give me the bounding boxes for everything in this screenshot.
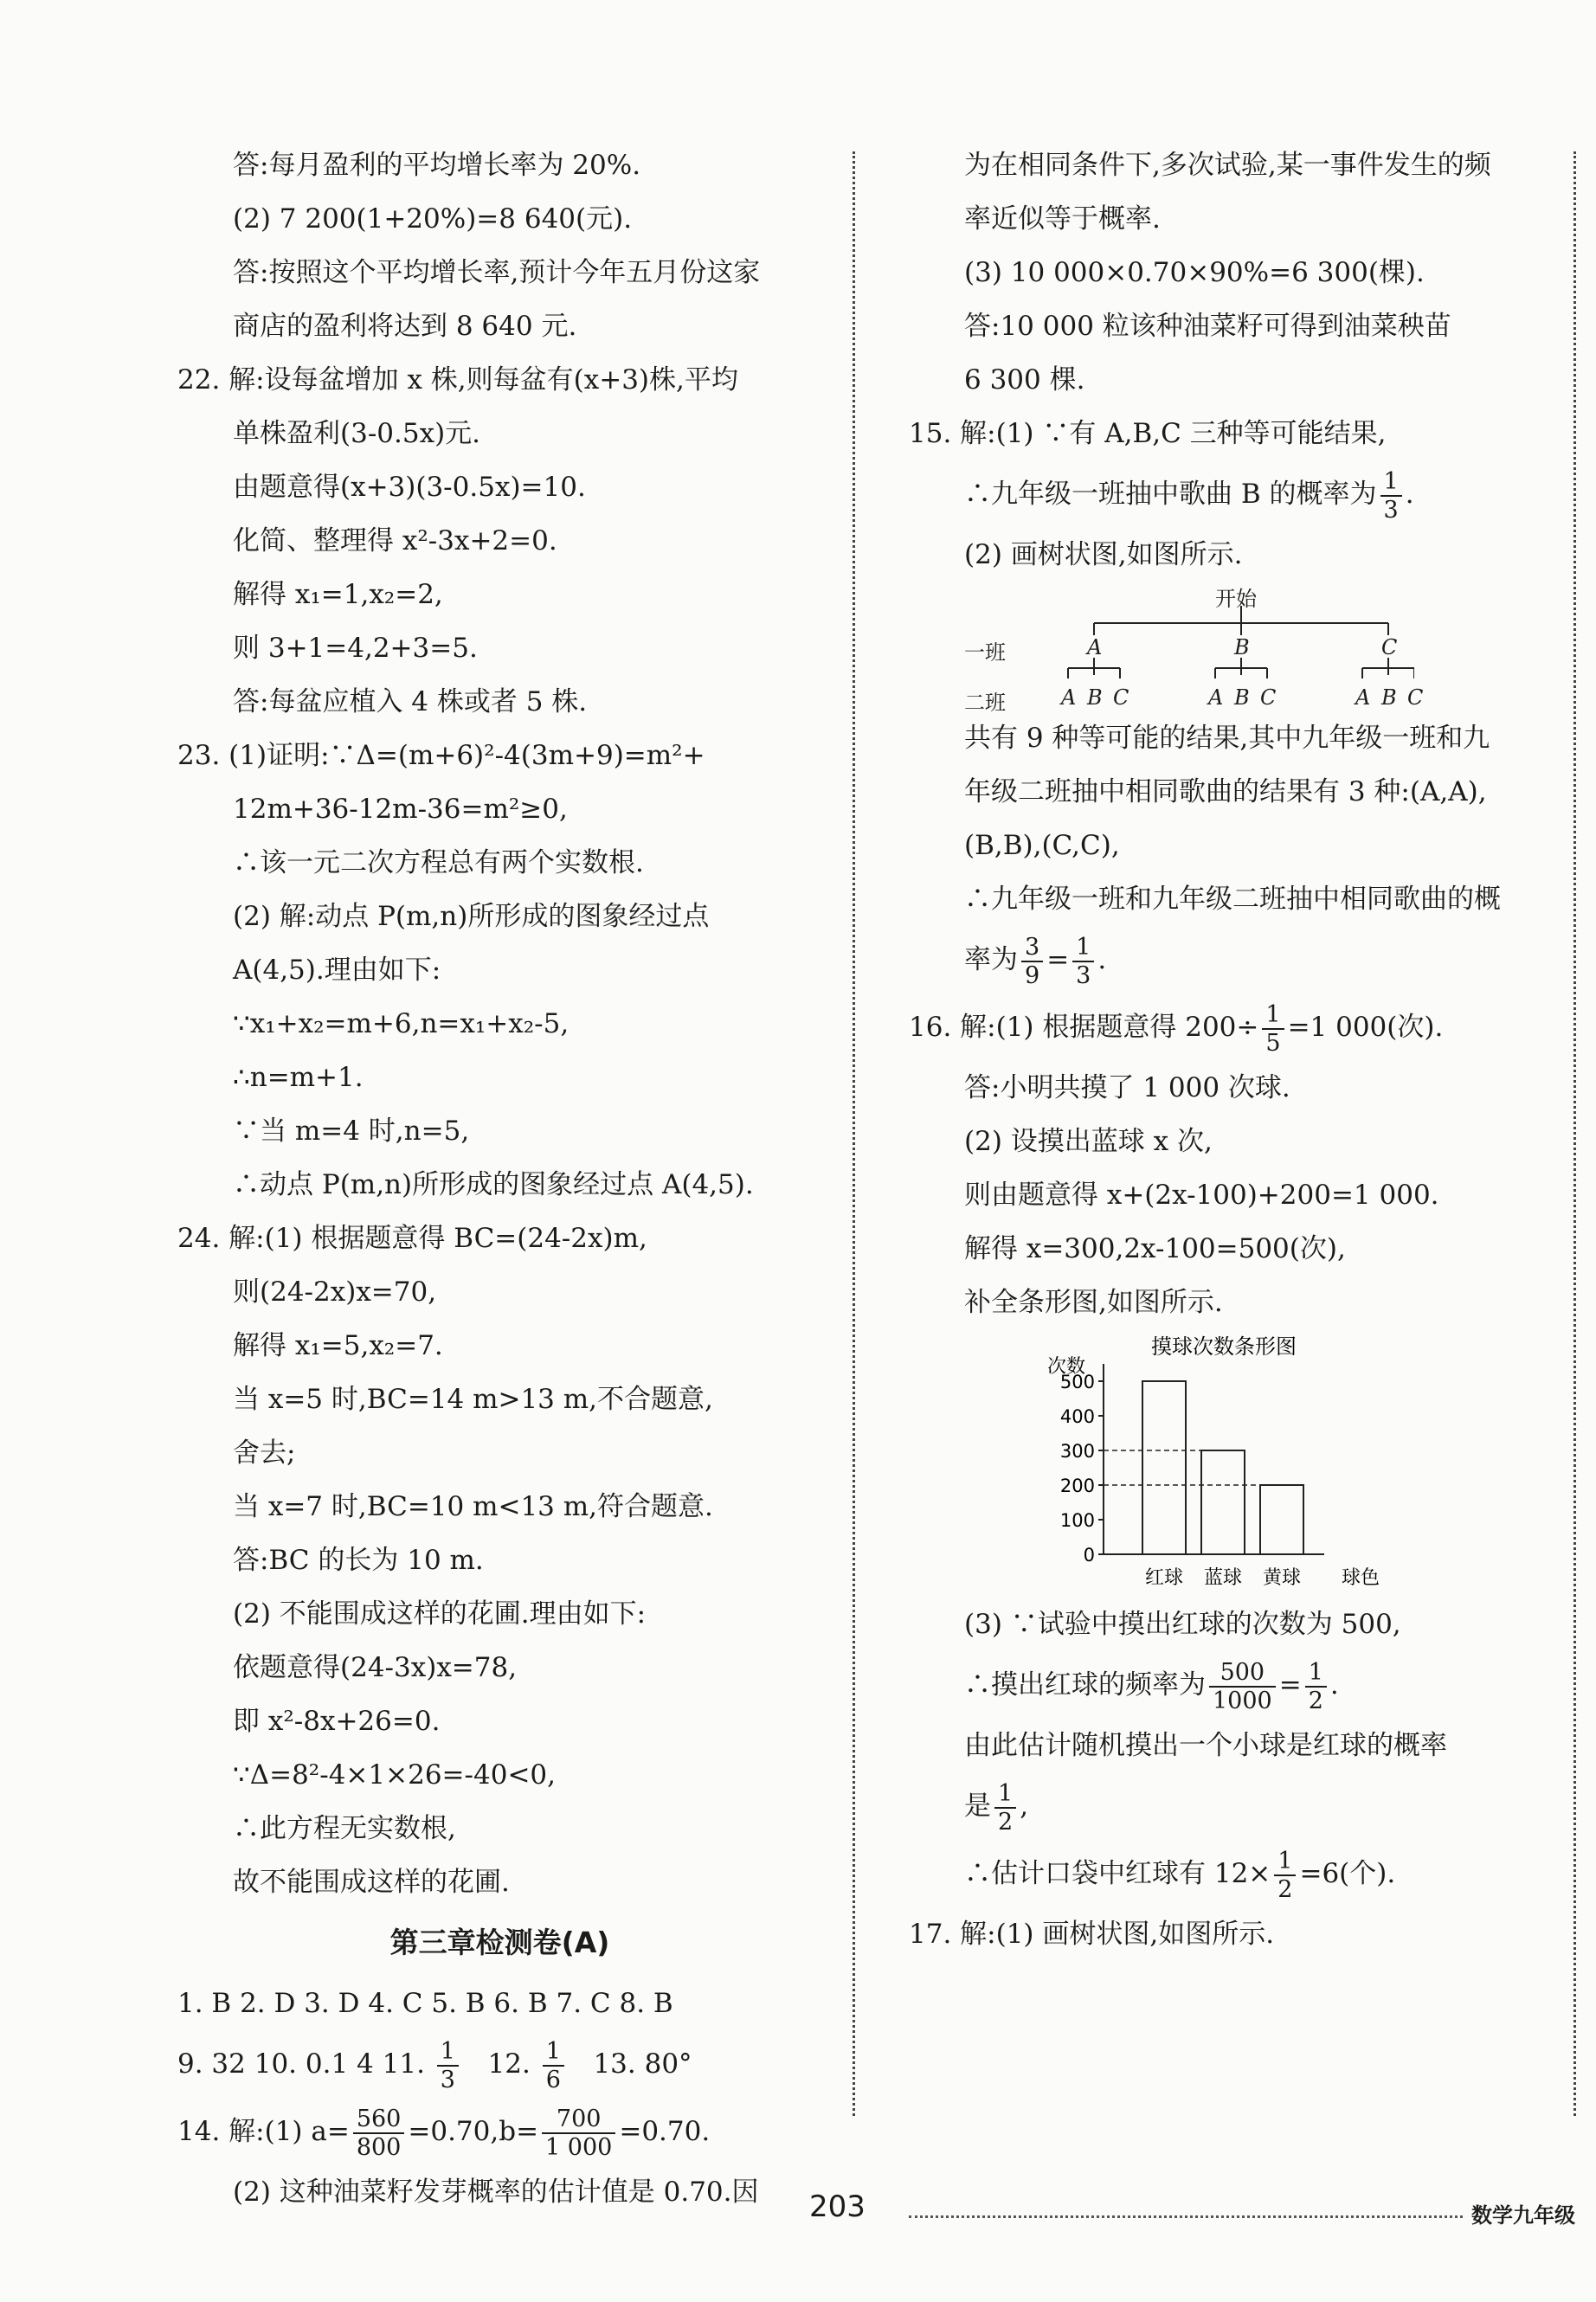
question-14-part-2: (2) 这种油菜籽发芽概率的估计值是 0.70.因: [233, 2177, 759, 2208]
answer-line: ∵x₁+x₂=m+6,n=x₁+x₂-5,: [233, 1008, 570, 1039]
q15-final-text: 率为: [964, 944, 1018, 975]
tree-leaf: C: [1407, 685, 1424, 710]
y-tick-label: 300: [1059, 1441, 1095, 1462]
answer-line: ∴该一元二次方程总有两个实数根.: [233, 847, 644, 878]
answer-line: 化简、整理得 x²-3x+2=0.: [233, 525, 557, 556]
q15-prob-end: .: [1405, 479, 1414, 510]
answer-line: 依题意得(24-3x)x=78,: [233, 1652, 518, 1683]
fraction-denominator: 6: [545, 2066, 561, 2093]
q16-text-end: =1 000(次).: [1287, 1012, 1444, 1043]
fraction-one-third: [437, 2038, 459, 2093]
fraction-denominator: 3: [1383, 496, 1399, 524]
answer-line: 解得 x₁=5,x₂=7.: [233, 1330, 443, 1361]
answer-line: 23. (1)证明:∵Δ=(m+6)²-4(3m+9)=m²+: [177, 740, 705, 771]
fraction-a: [353, 2106, 405, 2161]
y-tick-label: 200: [1059, 1476, 1095, 1496]
fraction-numerator: 3: [1021, 934, 1043, 962]
fraction-numerator: 1: [1262, 1001, 1284, 1030]
fraction-denominator: 1000: [1213, 1687, 1272, 1714]
x-axis-label: 球色: [1342, 1567, 1380, 1589]
answer-line: 故不能围成这样的花圃.: [233, 1867, 510, 1898]
answers-row-2-text-c: 13. 80°: [593, 2048, 692, 2080]
fraction-numerator: 1: [994, 1780, 1016, 1809]
q16-estimate: 由此估计随机摸出一个小球是红球的概率: [964, 1730, 1447, 1761]
q16-is-end: ,: [1020, 1791, 1029, 1822]
answer-line: 答:按照这个平均增长率,预计今年五月份这家: [233, 257, 761, 288]
fraction-numerator: 1: [1305, 1659, 1327, 1688]
left-answer-lines: [177, 138, 822, 1909]
y-tick-label: 100: [1059, 1510, 1095, 1531]
answer-line: (2) 设摸出蓝球 x 次,: [964, 1126, 1213, 1157]
answer-line: ∴n=m+1.: [233, 1062, 364, 1093]
fraction-numerator: 1: [543, 2038, 564, 2067]
answer-line: 15. 解:(1) ∵有 A,B,C 三种等可能结果,: [909, 418, 1387, 449]
q16-is-text: 是: [964, 1791, 991, 1822]
fraction-numerator: 1: [1274, 1848, 1296, 1876]
q15-explanation: [909, 711, 1545, 926]
answer-line: 22. 解:设每盆增加 x 株,则每盆有(x+3)株,平均: [177, 364, 738, 395]
q16-count-end: =6(个).: [1299, 1858, 1396, 1889]
answer-line: (3) 10 000×0.70×90%=6 300(棵).: [964, 257, 1425, 288]
tree-leaf: B: [1087, 685, 1103, 710]
equals-sign: =: [1046, 944, 1070, 975]
tree-leaf: A: [1208, 685, 1224, 710]
tree-node: A: [1087, 635, 1103, 659]
answer-line: 为在相同条件下,多次试验,某一事件发生的频: [964, 150, 1491, 181]
answer-line: 答:每盆应植入 4 株或者 5 株.: [233, 686, 588, 717]
answer-line: 6 300 棵.: [964, 364, 1085, 395]
fraction-denominator: 3: [1076, 961, 1091, 989]
fraction-numerator: 1: [1072, 934, 1094, 962]
answer-line: 则由题意得 x+(2x-100)+200=1 000.: [964, 1180, 1439, 1211]
fraction-denominator: 5: [1265, 1029, 1281, 1057]
tree-leaf: B: [1381, 685, 1397, 710]
q16-part-1: [909, 993, 1545, 1061]
fraction-numerator: 1: [1380, 468, 1402, 497]
tree-lines: [964, 582, 1414, 711]
answer-line: 12m+36-12m-36=m²≥0,: [233, 794, 568, 825]
answers-row-1: 1. B 2. D 3. D 4. C 5. B 6. B 7. C 8. B: [177, 1988, 673, 2019]
answer-line: ∵当 m=4 时,n=5,: [233, 1116, 470, 1147]
left-column: [177, 138, 822, 2219]
footer-subject-label: 数学九年级: [1471, 2203, 1575, 2228]
answer-line: ∴此方程无实数根,: [233, 1813, 456, 1844]
bar: [1260, 1485, 1303, 1554]
fraction-denominator: 2: [998, 1808, 1014, 1836]
answer-line: 答:小明共摸了 1 000 次球.: [964, 1072, 1290, 1103]
fraction-one-half: [994, 1780, 1016, 1836]
equals-sign: =: [1278, 1669, 1302, 1701]
y-tick-label: 500: [1059, 1372, 1095, 1392]
page-footer: [0, 2189, 1596, 2241]
q16-lines: [909, 1061, 1545, 1329]
bar: [1142, 1381, 1186, 1554]
chapter-title: 第三章检测卷(A): [389, 1926, 610, 1959]
q16-part-3: (3) ∵试验中摸出红球的次数为 500,: [964, 1609, 1401, 1640]
fraction-one-half: [1274, 1848, 1296, 1903]
answers-row-2: [177, 2030, 822, 2098]
chart-title: 摸球次数条形图: [1151, 1334, 1297, 1359]
tree-root: 开始: [1215, 587, 1257, 611]
category-label: 黄球: [1262, 1567, 1302, 1589]
answer-line: 答:10 000 粒该种油菜籽可得到油菜秧苗: [964, 311, 1451, 342]
page-number: 203: [809, 2189, 866, 2224]
fraction-b: [542, 2106, 615, 2161]
answer-line: (2) 7 200(1+20%)=8 640(元).: [233, 203, 633, 235]
fraction-denominator: 2: [1308, 1687, 1323, 1714]
bar: [1201, 1450, 1245, 1554]
fraction-one-fifth: [1262, 1001, 1284, 1057]
answer-line: 补全条形图,如图所示.: [964, 1287, 1223, 1318]
answer-line: A(4,5).理由如下:: [233, 955, 441, 986]
fraction-one-half: [1305, 1659, 1327, 1714]
tree-leaf: C: [1113, 685, 1129, 710]
footer-dotted-line: [909, 2215, 1463, 2218]
y-tick-label: 400: [1059, 1406, 1095, 1427]
q16-frequency: [909, 1651, 1545, 1719]
tree-row2-label: 二班: [964, 691, 1006, 715]
q14-text-c: =0.70.: [619, 2116, 711, 2147]
q16-is: [909, 1772, 1545, 1840]
q16-text: 16. 解:(1) 根据题意得 200÷: [909, 1012, 1259, 1043]
answer-line: 率近似等于概率.: [964, 203, 1161, 235]
y-tick-label: 0: [1083, 1545, 1095, 1566]
tree-leaf: A: [1355, 685, 1371, 710]
question-14-part-1: [177, 2098, 822, 2165]
fraction-numerator: 560: [353, 2106, 405, 2134]
right-column: [909, 138, 1545, 1961]
edge-divider: [1573, 151, 1576, 2116]
fraction-denominator: 9: [1025, 961, 1040, 989]
q15-final-probability: [909, 926, 1545, 993]
answer-line: 当 x=7 时,BC=10 m<13 m,符合题意.: [233, 1491, 713, 1522]
answer-line: 商店的盈利将达到 8 640 元.: [233, 311, 577, 342]
answer-line: (B,B),(C,C),: [964, 830, 1120, 861]
tree-node: B: [1234, 635, 1250, 659]
answer-line: 解得 x₁=1,x₂=2,: [233, 579, 443, 610]
q14-text-b: =0.70,b=: [408, 2116, 539, 2147]
fraction-one-third: [1380, 468, 1402, 524]
fraction-one-sixth: [543, 2038, 564, 2093]
q14-text: 14. 解:(1) a=: [177, 2116, 350, 2147]
answer-line: ∵Δ=8²-4×1×26=-40<0,: [233, 1759, 556, 1791]
q15-prob-text: ∴九年级一班抽中歌曲 B 的概率为: [964, 479, 1377, 510]
fraction-numerator: 1: [437, 2038, 459, 2067]
answer-line: 即 x²-8x+26=0.: [233, 1706, 441, 1737]
answer-line: 年级二班抽中相同歌曲的结果有 3 种:(A,A),: [964, 776, 1487, 807]
answer-line: 单株盈利(3-0.5x)元.: [233, 418, 481, 449]
q15-probability: [909, 460, 1545, 528]
q16-count: [909, 1840, 1545, 1907]
fraction-500-1000: [1209, 1659, 1276, 1714]
answer-line: 当 x=5 时,BC=14 m>13 m,不合题意,: [233, 1384, 713, 1415]
answer-line: 舍去;: [233, 1437, 296, 1469]
answer-line: 由题意得(x+3)(3-0.5x)=10.: [233, 472, 586, 503]
q16-count-text: ∴估计口袋中红球有 12×: [964, 1858, 1271, 1889]
fraction-one-third: [1072, 934, 1094, 989]
q16-freq-end: .: [1329, 1669, 1339, 1701]
answer-line: ∴动点 P(m,n)所形成的图象经过点 A(4,5).: [233, 1169, 754, 1200]
fraction-three-ninths: [1021, 934, 1043, 989]
answer-line: ∴九年级一班和九年级二班抽中相同歌曲的概: [964, 884, 1501, 915]
answer-line: 解得 x=300,2x-100=500(次),: [964, 1233, 1346, 1264]
fraction-denominator: 1 000: [545, 2133, 613, 2161]
answer-line: 答:每月盈利的平均增长率为 20%.: [233, 150, 641, 181]
answer-line: (2) 解:动点 P(m,n)所形成的图象经过点: [233, 901, 710, 932]
q16-freq-text: ∴摸出红球的频率为: [964, 1669, 1206, 1701]
bar-chart: [1039, 1329, 1545, 1598]
q15-part-2: (2) 画树状图,如图所示.: [964, 539, 1243, 570]
tree-row1-label: 一班: [964, 640, 1006, 665]
column-divider: [853, 151, 855, 2116]
fraction-denominator: 2: [1277, 1875, 1293, 1903]
answer-line: (2) 不能围成这样的花圃.理由如下:: [233, 1598, 647, 1630]
answers-row-2-text-b: 12.: [487, 2048, 531, 2080]
answer-line: 则(24-2x)x=70,: [233, 1276, 437, 1308]
tree-leaf: B: [1234, 685, 1250, 710]
category-label: 蓝球: [1203, 1567, 1243, 1589]
q15-final-end: .: [1097, 944, 1107, 975]
fraction-numerator: 500: [1209, 1659, 1276, 1688]
category-label: 红球: [1144, 1567, 1184, 1589]
answer-line: 答:BC 的长为 10 m.: [233, 1545, 484, 1576]
fraction-denominator: 3: [440, 2066, 455, 2093]
tree-node: C: [1381, 635, 1398, 659]
answers-row-2-text: 9. 32 10. 0.1 4 11.: [177, 2048, 425, 2080]
tree-leaf: A: [1061, 685, 1077, 710]
right-answer-lines: [909, 138, 1545, 460]
tree-leaf: C: [1260, 685, 1277, 710]
fraction-denominator: 800: [356, 2133, 402, 2161]
question-17: 17. 解:(1) 画树状图,如图所示.: [909, 1919, 1275, 1950]
answer-line: 共有 9 种等可能的结果,其中九年级一班和九: [964, 723, 1490, 754]
y-axis-label: 次数: [1047, 1356, 1086, 1378]
fraction-numerator: 700: [542, 2106, 615, 2134]
answer-line: 则 3+1=4,2+3=5.: [233, 633, 478, 664]
answer-line: 24. 解:(1) 根据题意得 BC=(24-2x)m,: [177, 1223, 647, 1254]
bar-chart-svg: [1039, 1329, 1419, 1598]
tree-diagram-15: [964, 582, 1545, 715]
